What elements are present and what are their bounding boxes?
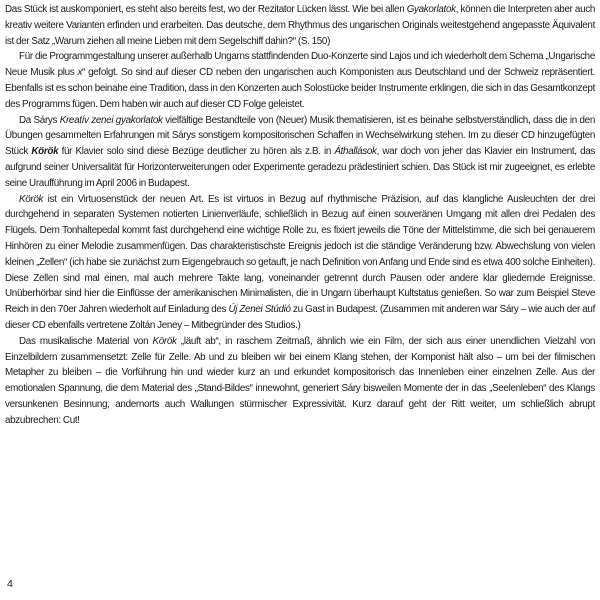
emphasis-text: Kreatív zenei gyakorlatok	[59, 114, 163, 126]
paragraph-2	[5, 49, 595, 112]
body-run: „läuft ab“, in raschem Zeitmaß, ähnlich wie ein Film, der sich aus einer unendlichen Vielzahl von Einzelbildern zusammensetzt: Zelle für Zelle. Ab und zu bleiben wir bei einem Klang stehen, der Komponist hält also – um bei der filmischen Metapher zu bleiben – die Vorführung hin und wieder kurz an und erkundet kompositorisch das Innenleben einer einzelnen Zelle. Aus der emotionalen Spannung, die dem Material des „Stand-Bildes“ innewohnt, generiert Sáry bisweilen Momente der in das „Seelenleben“ des Klangs versunkenen Besinnung, andernorts auch Wallungen stürmischer Expressivität. Kurz darauf geht der Ritt weiter, um schließlich abrupt abzubrechen: Cut!	[5, 335, 596, 426]
paragraph-4	[5, 192, 595, 334]
emphasis-text: Áthallások	[334, 146, 377, 158]
emphasis-text: Új Zenei Stúdió	[228, 304, 291, 316]
paragraph-1	[5, 2, 595, 49]
paragraph-5	[5, 334, 595, 429]
body-run: , war doch von jeher das Klavier ein Instrument, das aufgrund seiner Universalität für Horizonterweiterungen oder Experimente geradezu prädestiniert schien. Das Stück ist mir zugeeignet, es erlebte seine Uraufführung im April 2006 in Budapest.	[5, 146, 595, 189]
body-run: zu Gast in Budapest. (Zusammen mit anderen war Sáry – wie auch der auf dieser CD ebenfalls vertretene Zoltán Jeney – Mitbegründer des Studios.)	[5, 304, 595, 331]
emphasis-text: Gyakorlatok	[406, 4, 456, 15]
emphasis-text: Körök	[19, 193, 44, 205]
body-text	[5, 2, 595, 429]
body-run: “ gefolgt. So sind auf dieser CD neben den ungarischen auch Komponisten aus Deutschland und der Schweiz repräsentiert. Ebenfalls ist es schon beinahe eine Tradition, dass in den Konzerten auch Solostücke beider Instrumente erklingen, die sich in das Gesamtkonzept des Programms fügen. Dem haben wir auch auf dieser CD Folge geleistet.	[5, 67, 596, 110]
body-run: Für die Programmgestaltung unserer außerhalb Ungarns stattfindenden Duo-Konzerte sind Lajos und ich wiederholt dem Schema „Ungarische Neue Musik plus	[5, 51, 595, 79]
document-page	[5, 2, 595, 598]
body-run: , können die Interpreten aber auch kreativ weitere Varianten erfinden und erarbeiten. Das deutsche, dem Rhythmus des ungarischen Originals weitestgehend angepasste Äquivalent ist der Satz „Warum ziehen all meine Lieben mit dem Segelschiff dahin?“ (S. 150)	[5, 4, 595, 47]
paragraph-3	[5, 113, 595, 192]
body-run: vielfältige Bestandteile von (Neuer) Musik thematisieren, ist es beinahe selbstverständlich, dass die in den Übungen gesammelten Erfahrungen mit Sárys sonstigem kompositorischen Schaffen in Wechselwirkung stehen. Im zu dieser CD hinzugefügten Stück	[5, 114, 595, 158]
body-run: Da Sárys	[19, 114, 60, 126]
emphasis-text: Körök	[152, 335, 177, 347]
body-run: Das Stück ist auskomponiert, es steht also bereits fest, wo der Rezitator Lücken lässt. Wie bei allen	[5, 4, 407, 15]
body-run: für Klavier solo sind diese Bezüge deutlicher zu hören als z.B. in	[58, 146, 335, 158]
body-run: ist ein Virtuosenstück der neuen Art. Es ist virtuos in Bezug auf rhythmische Präzision, auf das klangliche Ausleuchten der drei durchgehend in separaten Systemen notierten Linienverläufe, schließlich in Bezug auf einen souveränen Umgang mit allen drei Pedalen des Flügels. Dem Tonhaltepedal kommt fast durchgehend eine wichtige Rolle zu, es fixiert jeweils die Töne der Mittelstimme, die sich bei genauerem Hinhören zu einer Melodie zusammenfügen. Das charakteristischste Ereignis jedoch ist die ständige Veränderung bzw. Abwechslung von vielen kleinen „Zellen“ (ich habe sie zunächst zum Eigengebrauch so getauft, je nach Definition von Anfang und Ende sind es etwa 400 solche Einheiten). Diese Zellen sind mal einen, mal auch mehrere Takte lang, voneinander getrennt durch Pausen oder andere klar gliedernde Ereignisse. Unüberhörbar sind hier die Einflüsse der amerikanischen Minimalisten, die in Ungarn überhaupt Kultstatus genießen. So war zum Beispiel Steve Reich in den 70er Jahren wiederholt auf Einladung des	[5, 193, 595, 316]
page-number: 4	[7, 578, 13, 590]
body-run: Das musikalische Material von	[19, 335, 153, 347]
emphasis-text: Körök	[31, 146, 59, 158]
emphasis-text: x	[77, 67, 83, 79]
